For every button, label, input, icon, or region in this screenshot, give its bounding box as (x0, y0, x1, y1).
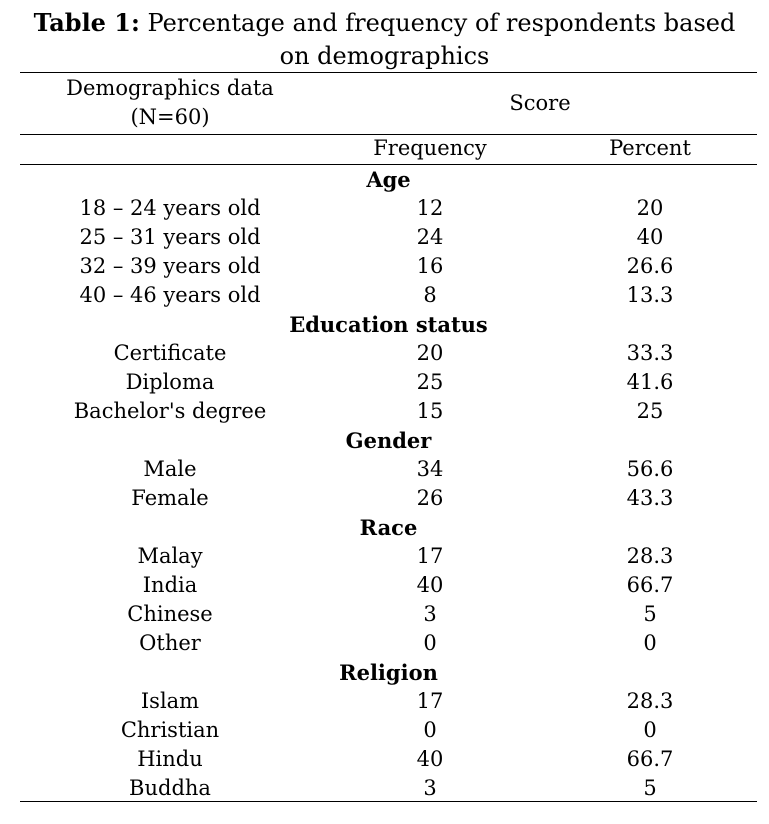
row-percent: 5 (643, 776, 657, 800)
header-frequency: Frequency (373, 136, 487, 160)
row-frequency: 40 (416, 573, 444, 597)
row-frequency: 17 (416, 689, 444, 713)
caption-label: Table 1: (33, 8, 140, 37)
row-percent: 56.6 (626, 457, 674, 481)
row-percent: 28.3 (626, 544, 674, 568)
row-frequency: 34 (416, 457, 444, 481)
row-frequency: 26 (416, 486, 444, 510)
row-percent: 33.3 (626, 341, 674, 365)
row-label: 32 – 39 years old (79, 254, 261, 278)
row-label: Female (131, 486, 209, 510)
bottom-rule (20, 801, 757, 802)
group-title: Race (359, 515, 418, 540)
row-frequency: 16 (416, 254, 444, 278)
header-demographics-line-1: Demographics data (66, 76, 274, 100)
row-percent: 25 (636, 399, 664, 423)
caption-text: Percentage and frequency of respondents based (147, 9, 736, 37)
row-frequency: 0 (423, 631, 437, 655)
table-caption (0, 6, 769, 73)
row-percent: 66.7 (626, 747, 674, 771)
row-percent: 0 (643, 631, 657, 655)
row-percent: 66.7 (626, 573, 674, 597)
row-label: Christian (120, 718, 220, 742)
row-frequency: 12 (416, 196, 444, 220)
row-label: Malay (137, 544, 203, 568)
caption-line-2: on demographics (279, 42, 490, 70)
row-percent: 40 (636, 225, 664, 249)
row-frequency: 3 (423, 776, 437, 800)
row-label: Male (143, 457, 197, 481)
header-demographics (20, 74, 320, 132)
group-title: Age (366, 167, 411, 192)
row-frequency: 8 (423, 283, 437, 307)
row-label: Certificate (113, 341, 227, 365)
row-label: Other (139, 631, 201, 655)
row-percent: 41.6 (626, 370, 674, 394)
row-percent: 28.3 (626, 689, 674, 713)
row-label: India (142, 573, 198, 597)
row-label: 25 – 31 years old (79, 225, 261, 249)
top-rule (20, 72, 757, 73)
row-label: Diploma (125, 370, 215, 394)
group-title: Gender (345, 428, 432, 453)
row-frequency: 15 (416, 399, 444, 423)
row-percent: 20 (636, 196, 664, 220)
row-frequency: 17 (416, 544, 444, 568)
row-percent: 43.3 (626, 486, 674, 510)
row-frequency: 0 (423, 718, 437, 742)
row-frequency: 25 (416, 370, 444, 394)
group-title: Education status (289, 312, 488, 337)
row-percent: 13.3 (626, 283, 674, 307)
row-percent: 5 (643, 602, 657, 626)
row-frequency: 40 (416, 747, 444, 771)
header-percent: Percent (609, 136, 691, 160)
row-percent: 0 (643, 718, 657, 742)
row-percent: 26.6 (626, 254, 674, 278)
row-label: Buddha (129, 776, 211, 800)
row-frequency: 3 (423, 602, 437, 626)
row-label: Islam (140, 689, 200, 713)
row-frequency: 20 (416, 341, 444, 365)
row-label: Bachelor's degree (73, 399, 267, 423)
header-score: Score (509, 91, 571, 115)
row-label: 40 – 46 years old (79, 283, 261, 307)
row-label: Hindu (137, 747, 203, 771)
row-frequency: 24 (416, 225, 444, 249)
row-label: Chinese (127, 602, 213, 626)
row-label: 18 – 24 years old (79, 196, 261, 220)
group-title: Religion (339, 660, 438, 685)
caption-line-1 (0, 6, 769, 40)
header-demographics-line-2: (N=60) (130, 105, 210, 129)
